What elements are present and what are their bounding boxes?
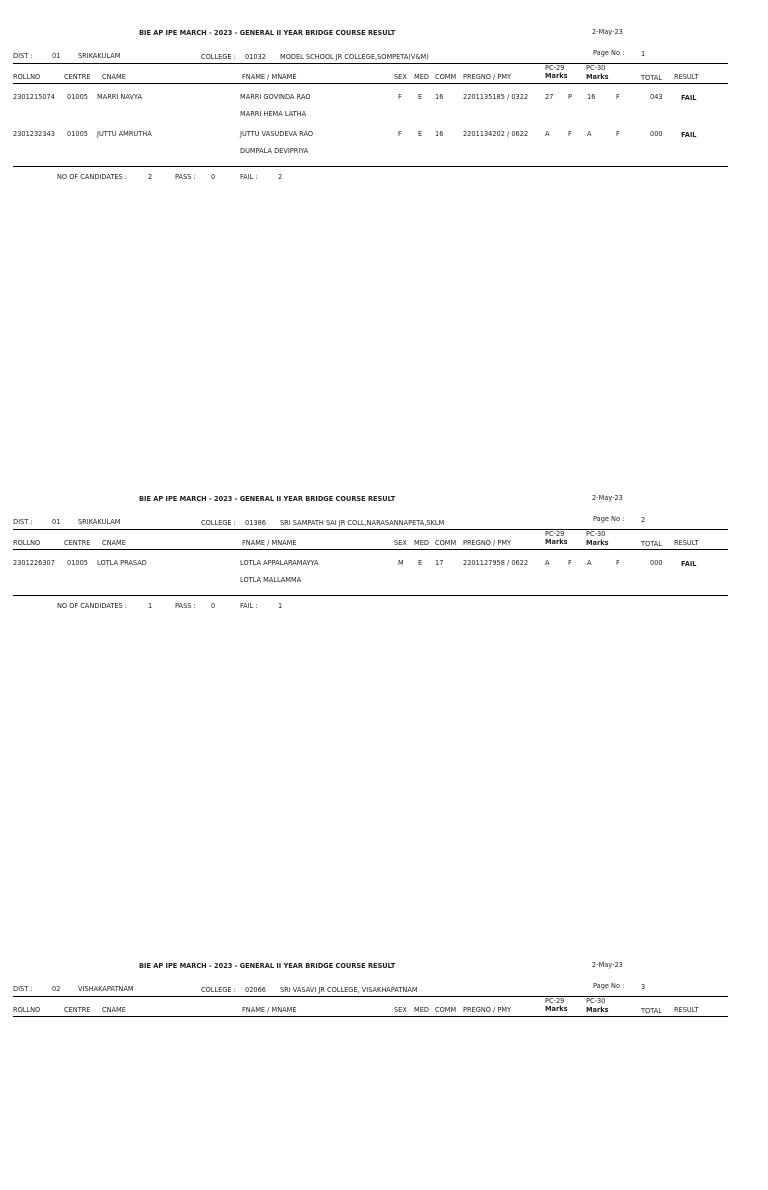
dist-code: 01	[52, 52, 61, 60]
col-pc29-bottom: Marks	[545, 1005, 568, 1013]
col-comm: COMM	[435, 73, 457, 81]
header-top-rule	[13, 996, 728, 997]
college-code: 02066	[245, 986, 266, 994]
dist-code: 01	[52, 518, 61, 526]
col-rollno: ROLLNO	[13, 73, 41, 81]
row-result: FAIL	[681, 560, 697, 568]
candidates-count: 2	[148, 173, 153, 181]
col-pc30-bottom: Marks	[586, 1006, 609, 1014]
row-pc30-marks: 16	[587, 93, 596, 101]
row-rollno: 2301232343	[13, 130, 55, 138]
col-rollno: ROLLNO	[13, 539, 41, 547]
fail-label: FAIL :	[240, 602, 258, 610]
col-pregno: PREGNO / PMY	[463, 73, 512, 81]
row-pc29-result: F	[568, 559, 572, 567]
college-code: 01386	[245, 519, 266, 527]
row-fname: MARRI GOVINDA RAO	[240, 93, 311, 101]
page-no-label: Page No :	[593, 982, 625, 990]
row-mname: MARRI HEMA LATHA	[240, 110, 307, 118]
header-top-rule	[13, 63, 728, 64]
col-cname: CNAME	[102, 73, 126, 81]
col-fname-mname: FNAME / MNAME	[242, 539, 297, 547]
col-centre: CENTRE	[64, 539, 91, 547]
col-pc30-top: PC-30	[586, 997, 606, 1005]
row-pc30-marks: A	[587, 559, 592, 567]
row-centre: 01005	[67, 559, 88, 567]
row-fname: LOTLA APPALARAMAYYA	[240, 559, 319, 567]
header-bottom-rule	[13, 1016, 728, 1017]
header-bottom-rule	[13, 549, 728, 550]
row-fname: JUTTU VASUDEVA RAO	[240, 130, 314, 138]
col-pc30-bottom: Marks	[586, 73, 609, 81]
college-label: COLLEGE :	[201, 519, 236, 527]
col-pc29-bottom: Marks	[545, 72, 568, 80]
row-pc30-result: F	[616, 559, 620, 567]
report-date: 2-May-23	[592, 494, 623, 502]
candidates-label: NO OF CANDIDATES :	[57, 602, 128, 610]
college-label: COLLEGE :	[201, 53, 236, 61]
col-sex: SEX	[394, 539, 407, 547]
col-comm: COMM	[435, 1006, 457, 1014]
dist-label: DIST :	[13, 518, 33, 526]
col-fname-mname: FNAME / MNAME	[242, 73, 297, 81]
pass-count: 0	[211, 602, 216, 610]
row-pc30-marks: A	[587, 130, 592, 138]
report-date: 2-May-23	[592, 961, 623, 969]
row-mname: DUMPALA DEVIPRIYA	[240, 147, 309, 155]
col-result: RESULT	[674, 1006, 699, 1014]
col-pc30-bottom: Marks	[586, 539, 609, 547]
header-top-rule	[13, 529, 728, 530]
col-pregno: PREGNO / PMY	[463, 539, 512, 547]
col-pc29-top: PC-29	[545, 530, 565, 538]
row-cname: JUTTU AMRUTHA	[97, 130, 152, 138]
header-bottom-rule	[13, 83, 728, 84]
col-cname: CNAME	[102, 539, 126, 547]
row-pc29-result: P	[568, 93, 572, 101]
col-centre: CENTRE	[64, 1006, 91, 1014]
col-sex: SEX	[394, 73, 407, 81]
page-no: 1	[641, 50, 646, 58]
row-rollno: 2301226307	[13, 559, 55, 567]
page-no-label: Page No :	[593, 515, 625, 523]
row-result: FAIL	[681, 131, 697, 139]
col-comm: COMM	[435, 539, 457, 547]
col-centre: CENTRE	[64, 73, 91, 81]
dist-label: DIST :	[13, 985, 33, 993]
row-result: FAIL	[681, 94, 697, 102]
college-label: COLLEGE :	[201, 986, 236, 994]
fail-count: 1	[278, 602, 283, 610]
pass-label: PASS :	[175, 602, 196, 610]
dist-label: DIST :	[13, 52, 33, 60]
fail-count: 2	[278, 173, 283, 181]
row-med: E	[418, 559, 423, 567]
row-cname: LOTLA PRASAD	[97, 559, 147, 567]
col-result: RESULT	[674, 539, 699, 547]
dist-name: SRIKAKULAM	[78, 518, 121, 526]
row-cname: MARRI NAVYA	[97, 93, 142, 101]
row-pc29-marks: A	[545, 130, 550, 138]
col-pc29-top: PC-29	[545, 64, 565, 72]
col-total: TOTAL	[641, 74, 662, 82]
page-no-label: Page No :	[593, 49, 625, 57]
row-pregno: 2201127958 / 0622	[463, 559, 529, 567]
result-page	[0, 960, 768, 1190]
college-code: 01032	[245, 53, 266, 61]
col-pc29-top: PC-29	[545, 997, 565, 1005]
fail-label: FAIL :	[240, 173, 258, 181]
row-pc29-marks: 27	[545, 93, 554, 101]
row-med: E	[418, 93, 423, 101]
row-total: 000	[650, 559, 663, 567]
page-no: 2	[641, 516, 646, 524]
result-page	[0, 27, 768, 257]
candidates-count: 1	[148, 602, 153, 610]
col-med: MED	[414, 73, 429, 81]
dist-name: VISHAKAPATNAM	[78, 985, 134, 993]
college-name: SRI SAMPATH SAI JR COLL,NARASANNAPETA,SKLM	[280, 519, 445, 527]
report-title: BIE AP IPE MARCH - 2023 - GENERAL II YEAR BRIDGE COURSE RESULT	[139, 29, 396, 37]
college-name: SRI VASAVI JR COLLEGE, VISAKHAPATNAM	[280, 986, 418, 994]
row-pc30-result: F	[616, 93, 620, 101]
row-comm: 17	[435, 559, 444, 567]
pass-count: 0	[211, 173, 216, 181]
col-result: RESULT	[674, 73, 699, 81]
row-pregno: 2201135185 / 0322	[463, 93, 529, 101]
report-date: 2-May-23	[592, 28, 623, 36]
row-med: E	[418, 130, 423, 138]
summary-rule	[13, 595, 728, 596]
col-pregno: PREGNO / PMY	[463, 1006, 512, 1014]
report-title: BIE AP IPE MARCH - 2023 - GENERAL II YEAR BRIDGE COURSE RESULT	[139, 495, 396, 503]
report-title: BIE AP IPE MARCH - 2023 - GENERAL II YEAR BRIDGE COURSE RESULT	[139, 962, 396, 970]
row-total: 000	[650, 130, 663, 138]
row-centre: 01005	[67, 130, 88, 138]
row-centre: 01005	[67, 93, 88, 101]
row-pc29-marks: A	[545, 559, 550, 567]
row-comm: 16	[435, 93, 444, 101]
col-total: TOTAL	[641, 1007, 662, 1015]
college-name: MODEL SCHOOL JR COLLEGE,SOMPETA(V&M)	[280, 53, 429, 61]
row-pc29-result: F	[568, 130, 572, 138]
row-sex: M	[398, 559, 404, 567]
row-sex: F	[398, 93, 402, 101]
row-pc30-result: F	[616, 130, 620, 138]
summary-rule	[13, 166, 728, 167]
col-rollno: ROLLNO	[13, 1006, 41, 1014]
dist-name: SRIKAKULAM	[78, 52, 121, 60]
row-rollno: 2301215074	[13, 93, 55, 101]
candidates-label: NO OF CANDIDATES :	[57, 173, 128, 181]
col-med: MED	[414, 539, 429, 547]
col-sex: SEX	[394, 1006, 407, 1014]
col-pc29-bottom: Marks	[545, 538, 568, 546]
row-sex: F	[398, 130, 402, 138]
pass-label: PASS :	[175, 173, 196, 181]
col-cname: CNAME	[102, 1006, 126, 1014]
col-med: MED	[414, 1006, 429, 1014]
page-no: 3	[641, 983, 646, 991]
dist-code: 02	[52, 985, 61, 993]
col-total: TOTAL	[641, 540, 662, 548]
col-pc30-top: PC-30	[586, 64, 606, 72]
row-pregno: 2201134202 / 0622	[463, 130, 529, 138]
row-comm: 16	[435, 130, 444, 138]
col-pc30-top: PC-30	[586, 530, 606, 538]
col-fname-mname: FNAME / MNAME	[242, 1006, 297, 1014]
row-mname: LOTLA MALLAMMA	[240, 576, 302, 584]
result-page	[0, 493, 768, 723]
row-total: 043	[650, 93, 663, 101]
